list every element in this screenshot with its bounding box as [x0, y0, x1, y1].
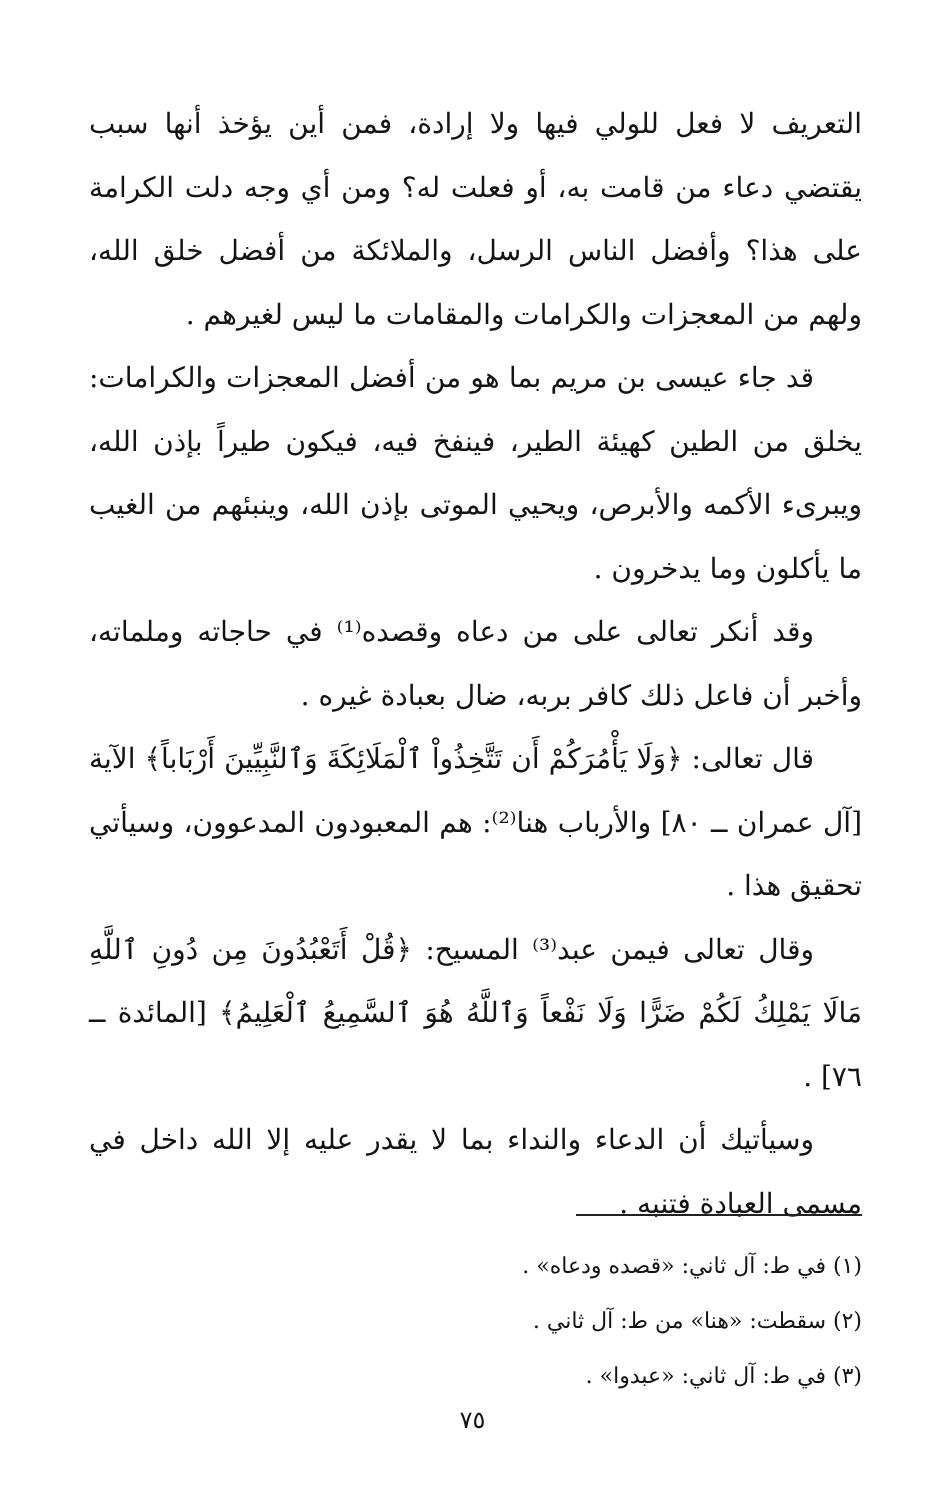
footnote-3: (٣) في ط: آل ثاني: «عبدوا» . [585, 1364, 862, 1389]
footnote-2: (٢) سقطت: «هنا» من ط: آل ثاني . [532, 1309, 862, 1334]
paragraph-2: قد جاء عيسى بن مريم بما هو من أفضل المعجزات والكرامات: يخلق من الطين كهيئة الطير، فينفخ فيه، فيكون طيراً بإذن الله، ويبرىء الأكمه والأبرص، ويحيي الموتى بإذن الله، وينبئهم من الغيب ما يأكلون وما يدخرون . [89, 361, 862, 585]
page-number: ٧٥ [459, 1406, 486, 1434]
footnote-divider [576, 1214, 862, 1216]
paragraph-1: التعريف لا فعل للولي فيها ولا إرادة، فمن أين يؤخذ أنها سبب يقتضي دعاء من قامت به، أو فعلت له؟ ومن أي وجه دلت الكرامة على هذا؟ وأفضل الناس الرسل، والملائكة من أفضل خلق الله، ولهم من المعجزات والكرامات والمقامات ما ليس لغيرهم . [89, 107, 862, 331]
paragraph-4: قال تعالى: ﴿وَلَا يَأْمُرَكُمْ أَن تَتَّخِذُواْ ٱلْمَلَائِكَةَ وَٱلنَّبِيِّينَ أَرْبَاباً﴾ الآية [آل عمران ــ ٨٠] والأرباب هنا⁽²⁾: هم المعبودون المدعوون، وسيأتي تحقيق هذا . [89, 742, 862, 902]
paragraph-3: وقد أنكر تعالى على من دعاه وقصده⁽¹⁾ في حاجاته وملماته، وأخبر أن فاعل ذلك كافر بربه، ضال بعبادة غيره . [89, 615, 862, 712]
paragraph-6: وسيأتيك أن الدعاء والنداء بما لا يقدر عليه إلا الله داخل في مسمى العبادة فتنبه . [89, 1123, 862, 1220]
footnotes [89, 1239, 862, 1404]
footnote-1: (١) في ط: آل ثاني: «قصده ودعاه» . [522, 1254, 862, 1279]
body-text [89, 92, 862, 1235]
paragraph-5: وقال تعالى فيمن عبد⁽³⁾ المسيح: ﴿قُلْ أَتَعْبُدُونَ مِن دُونِ ٱللَّهِ مَالَا يَمْلِكُ لَكُمْ ضَرًّا وَلَا نَفْعاً وَٱللَّهُ هُوَ ٱلسَّمِيعُ ٱلْعَلِيمُ﴾ [المائدة ــ ٧٦] . [89, 932, 862, 1093]
